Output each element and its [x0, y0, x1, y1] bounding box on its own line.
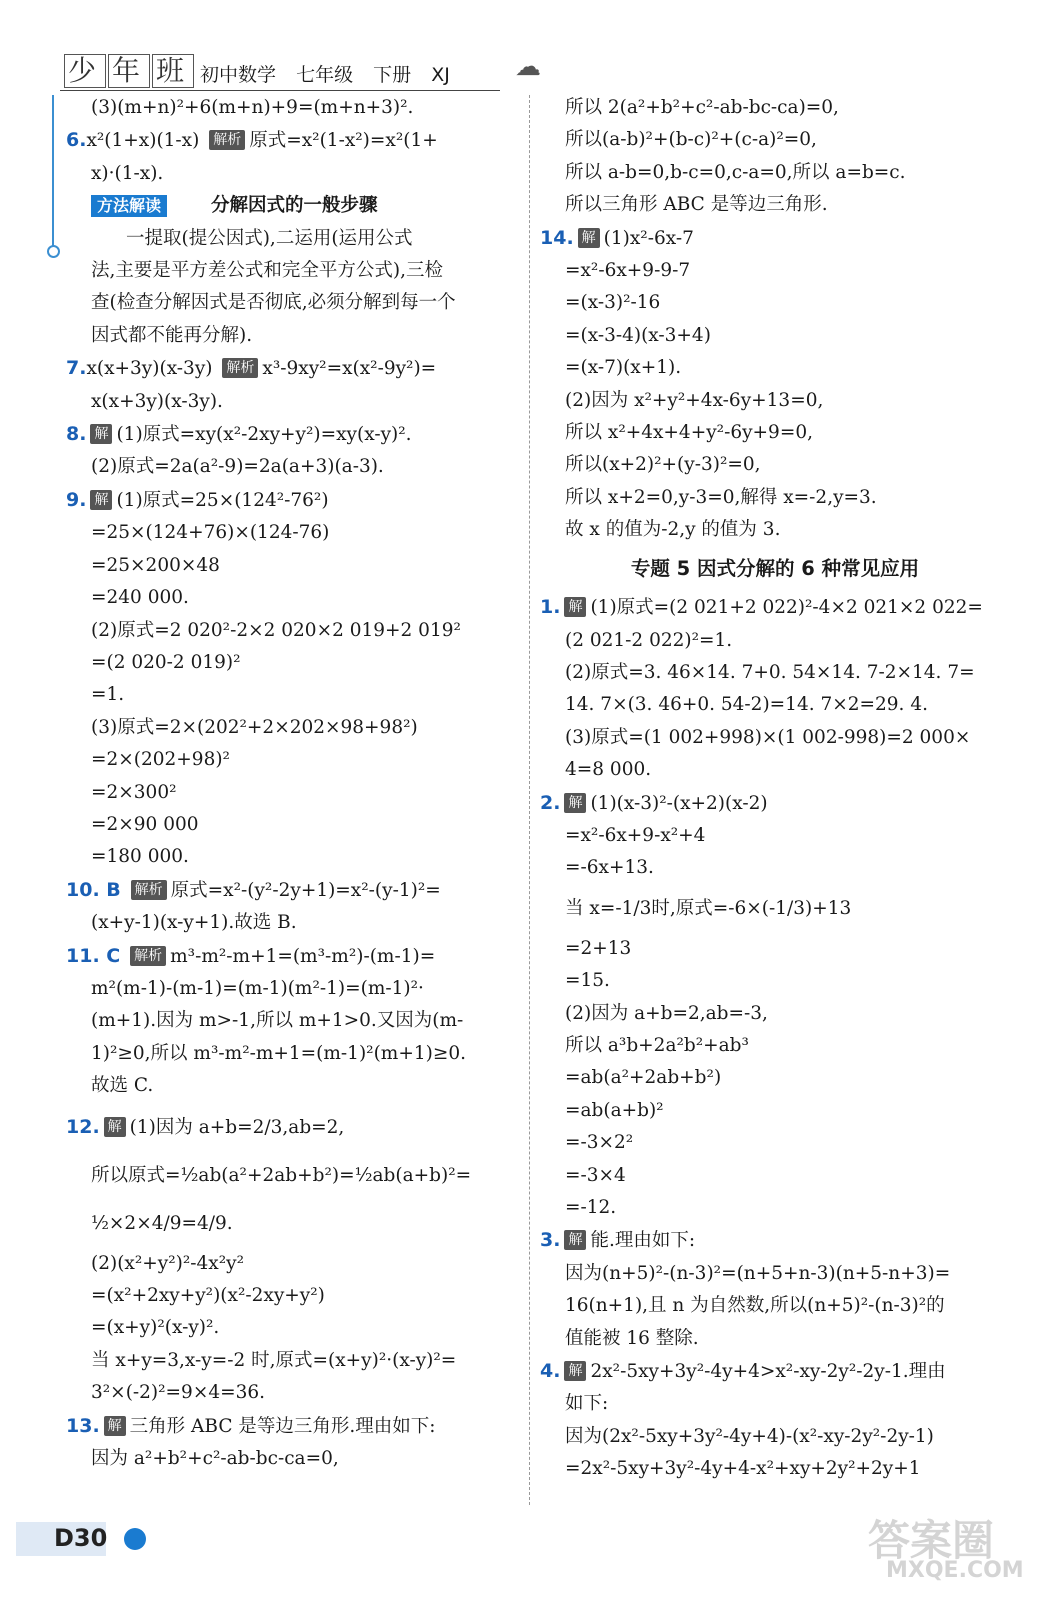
- answer-line: 10. B 解析 原式=x²-(y²-2y+1)=x²-(y-1)²=: [66, 878, 441, 901]
- answer-line: =15.: [565, 970, 610, 992]
- method-line: 一提取(提公因式),二运用(运用公式: [126, 227, 413, 249]
- answer-line: 当 x+y=3,x-y=-2 时,原式=(x+y)²·(x-y)²=: [91, 1349, 457, 1371]
- answer-line: 值能被 16 整除.: [565, 1327, 699, 1349]
- page-header: [60, 52, 560, 92]
- subject: 初中数学: [200, 64, 277, 86]
- answer-line: =x²-6x+9-9-7: [565, 260, 691, 282]
- answer-line: =-12.: [565, 1197, 617, 1218]
- answer-line: (3)(m+n)²+6(m+n)+9=(m+n+3)².: [91, 97, 414, 118]
- method-badge: 方法解读: [91, 195, 167, 217]
- answer-line: 所以(a-b)²+(b-c)²+(c-a)²=0,: [565, 129, 817, 151]
- answer-line: 因为(n+5)²-(n-3)²=(n+5+n-3)(n+5-n+3)=: [565, 1262, 951, 1284]
- margin-dot: [47, 245, 60, 258]
- answer-line: (2)(x²+y²)²-4x²y²: [91, 1252, 245, 1274]
- answer-line: =2×(202+98)²: [91, 749, 230, 771]
- answer-line: (x+y-1)(x-y+1).故选 B.: [91, 912, 297, 934]
- answer-line: =-3×4: [565, 1164, 626, 1186]
- answer-line: =(x-7)(x+1).: [565, 357, 682, 379]
- answer-line: 所以(x+2)²+(y-3)²=0,: [565, 454, 761, 476]
- answer-line: 所以 2(a²+b²+c²-ab-bc-ca)=0,: [565, 97, 839, 118]
- answer-line: 3²×(-2)²=9×4=36.: [91, 1382, 266, 1404]
- answer-line: 12. 解 (1)因为 a+b=2/3,ab=2,: [66, 1115, 345, 1138]
- answer-line: 11. C 解析 m³-m²-m+1=(m³-m²)-(m-1)=: [66, 944, 436, 967]
- answer-line: 所以 a³b+2a²b²+ab³: [565, 1034, 749, 1056]
- method-heading: 方法解读 分解因式的一般步骤: [66, 190, 514, 222]
- jiexi-tag: 解析: [209, 130, 245, 150]
- answer-line: =-6x+13.: [565, 857, 654, 879]
- brand-logo: 少 年 班: [64, 54, 196, 88]
- answer-line: (3)原式=(1 002+998)×(1 002-998)=2 000×: [565, 726, 971, 748]
- answer-line: 1. 解 (1)原式=(2 021+2 022)²-4×2 021×2 022=: [540, 596, 983, 619]
- answer-line: 所以 x+2=0,y-3=0,解得 x=-2,y=3.: [565, 486, 877, 508]
- answer-line: =1.: [91, 684, 125, 706]
- answer-line: =(x-3-4)(x-3+4): [565, 324, 711, 346]
- column-divider: [529, 95, 530, 1505]
- method-line: 查(检查分解因式是否彻底,必须分解到每一个: [91, 292, 456, 314]
- answer-line: (2)原式=2a(a²-9)=2a(a+3)(a-3).: [91, 456, 384, 478]
- answer-line: (2 021-2 022)²=1.: [565, 629, 733, 651]
- answer-line: =(2 020-2 019)²: [91, 651, 241, 673]
- topic-heading: 专题 5 因式分解的 6 种常见应用: [630, 556, 920, 580]
- answer-line: (2)原式=2 020²-2×2 020×2 019+2 019²: [91, 619, 461, 641]
- answer-line: 如下:: [565, 1393, 609, 1415]
- answer-line: 故选 C.: [91, 1075, 154, 1097]
- watermark: 答案圈 MXQE.COM: [868, 1516, 1024, 1583]
- answer-line: (m+1).因为 m>-1,所以 m+1>0.又因为(m-: [91, 1010, 464, 1032]
- answer-line: =25×200×48: [91, 554, 220, 576]
- answer-line: 4=8 000.: [565, 759, 652, 781]
- answer-line: ½×2×4/9=4/9.: [91, 1212, 233, 1234]
- answer-line: 16(n+1),且 n 为自然数,所以(n+5)²-(n-3)²的: [565, 1295, 945, 1317]
- answer-line: 当 x=-1/3时,原式=-6×(-1/3)+13: [565, 897, 852, 919]
- answer-line: 3. 解 能.理由如下:: [540, 1229, 696, 1252]
- answer-line: 6.x²(1+x)(1-x) 解析 原式=x²(1-x²)=x²(1+: [66, 129, 438, 152]
- answer-line: m²(m-1)-(m-1)=(m-1)(m²-1)=(m-1)²·: [91, 977, 424, 999]
- answer-line: x(x+3y)(x-3y).: [91, 390, 223, 412]
- answer-line: =x²-6x+9-x²+4: [565, 824, 706, 846]
- answer-line: (2)因为 x²+y²+4x-6y+13=0,: [565, 389, 824, 411]
- header-info: [200, 60, 450, 87]
- answer-line: =2x²-5xy+3y²-4y+4-x²+xy+2y²+2y+1: [565, 1458, 921, 1480]
- volume: 下册: [373, 64, 412, 86]
- page-footer: [16, 1522, 136, 1556]
- header-rule: [60, 90, 500, 91]
- answer-line: 所以原式=½ab(a²+2ab+b²)=½ab(a+b)²=: [91, 1164, 472, 1186]
- method-line: 法,主要是平方差公式和完全平方公式),三检: [91, 260, 443, 282]
- answer-line: 9. 解 (1)原式=25×(124²-76²): [66, 488, 329, 511]
- answer-line: 14. 解 (1)x²-6x-7: [540, 226, 694, 249]
- answer-line: 所以 x²+4x+4+y²-6y+9=0,: [565, 422, 813, 444]
- answer-line: 4. 解 2x²-5xy+3y²-4y+4>x²-xy-2y²-2y-1.理由: [540, 1360, 946, 1383]
- answer-line: 2. 解 (1)(x-3)²-(x+2)(x-2): [540, 791, 768, 814]
- answer-line: 8. 解 (1)原式=xy(x²-2xy+y²)=xy(x-y)².: [66, 423, 412, 446]
- left-column: [66, 92, 514, 1475]
- answer-line: =180 000.: [91, 846, 189, 868]
- cloud-icon: ☁: [515, 52, 541, 82]
- answer-line: =25×(124+76)×(124-76): [91, 522, 330, 544]
- answer-line: =2×90 000: [91, 813, 199, 835]
- circle-icon: [124, 1528, 146, 1550]
- page-number: D30: [54, 1524, 108, 1552]
- answer-line: 1)²≥0,所以 m³-m²-m+1=(m-1)²(m+1)≥0.: [91, 1042, 466, 1064]
- answer-line: =2×300²: [91, 781, 177, 803]
- answer-line: 因为 a²+b²+c²-ab-bc-ca=0,: [91, 1448, 339, 1470]
- answer-line: =-3×2²: [565, 1132, 634, 1154]
- answer-line: 7.x(x+3y)(x-3y) 解析 x³-9xy²=x(x²-9y²)=: [66, 357, 437, 380]
- answer-line: =ab(a+b)²: [565, 1099, 664, 1121]
- answer-line: (3)原式=2×(202²+2×202×98+98²): [91, 716, 418, 738]
- answer-line: =ab(a²+2ab+b²): [565, 1067, 722, 1089]
- margin-line: [52, 95, 54, 255]
- answer-line: =(x²+2xy+y²)(x²-2xy+y²): [91, 1285, 325, 1306]
- method-line: 因式都不能再分解).: [91, 324, 253, 346]
- answer-line: 故 x 的值为-2,y 的值为 3.: [565, 519, 781, 541]
- grade: 七年级: [296, 64, 354, 86]
- edition: XJ: [431, 64, 450, 86]
- answer-line: 14. 7×(3. 46+0. 54-2)=14. 7×2=29. 4.: [565, 694, 928, 716]
- answer-line: 因为(2x²-5xy+3y²-4y+4)-(x²-xy-2y²-2y-1): [565, 1425, 934, 1447]
- right-column: [540, 92, 1010, 1486]
- answer-line: =(x-3)²-16: [565, 292, 661, 314]
- answer-line: =(x+y)²(x-y)².: [91, 1317, 220, 1339]
- answer-line: 所以 a-b=0,b-c=0,c-a=0,所以 a=b=c.: [565, 161, 906, 183]
- answer-line: 13. 解 三角形 ABC 是等边三角形.理由如下:: [66, 1414, 436, 1437]
- answer-line: =2+13: [565, 937, 632, 959]
- answer-line: 所以三角形 ABC 是等边三角形.: [565, 194, 828, 216]
- answer-line: (2)原式=3. 46×14. 7+0. 54×14. 7-2×14. 7=: [565, 661, 975, 683]
- answer-line: x)·(1-x).: [91, 162, 164, 184]
- answer-line: (2)因为 a+b=2,ab=-3,: [565, 1002, 768, 1024]
- answer-line: =240 000.: [91, 587, 189, 609]
